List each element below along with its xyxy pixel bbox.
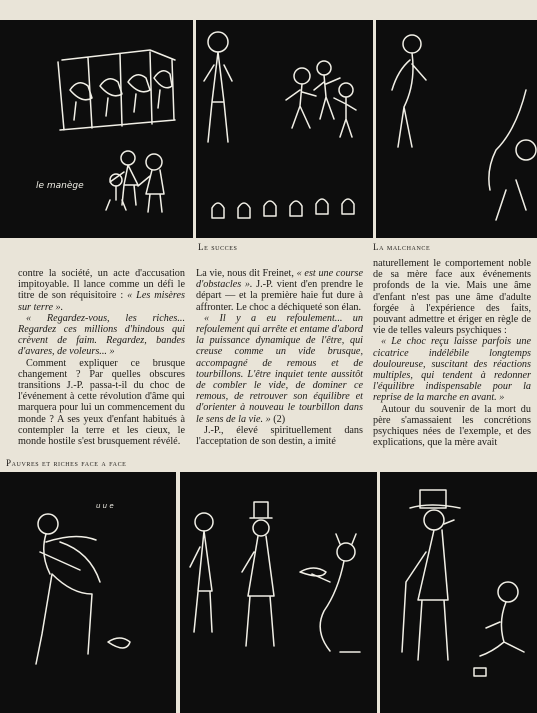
bottom-left-drawing: [0, 472, 176, 713]
col3-quote: « Le choc reçu laisse parfois une cicatrice indélébile longtemps douloureuse, suscitant des réactions multiples, qui tendent à redonner l'équilibre indispensable pour la reprise de la marche en avant. »: [373, 336, 531, 404]
top-right-drawing: [376, 20, 537, 238]
col3-paragraph-1: naturellement le comportement noble de sa mère face aux événements profonds de la vie. Mais une âme d'enfant n'est pas une âme d'adulte forgée à l'expérience des faits, pouvant admettre et ériger en règle de vie de telles valeurs psychiques :: [373, 258, 531, 337]
text-column-2: [196, 268, 363, 447]
col2-intro: La vie, nous dit Freinet,: [196, 268, 294, 279]
col2-quote-title: « est une course d'obstacles ».: [196, 268, 364, 291]
col1-paragraph-3: Comment expliquer ce brusque changement ? Par quelles obscures transitions J.-P. passa-t-il du choc de l'événement à cette révolution d'âme qui marquera pour lui un commencement du monde ? A ses yeux d'enfant habitués à contempler la terre et les cieux, le monde hostile s'est brusquement révélé.: [18, 357, 185, 448]
top-left-drawing: [0, 20, 193, 238]
col2-quote: « Il y a eu refoulement... un refoulement qui arrête et entame d'abord la puissance dynamique de l'être, qui creuse comme un vide brusque, accompagné de remous et de tourbillons. L'être inquiet tente aussitôt de combler le vide, de dominer ce remous, de retrouver son équilibre et d'orienter à nouveau le tourbillon dans le sens de la vie. »: [196, 312, 363, 425]
col2-footnote-ref: (2): [273, 413, 286, 425]
top-middle-drawing: [196, 20, 373, 238]
text-column-3: [373, 258, 531, 448]
caption-pauvres-et-riches: Pauvres et riches face a face: [6, 458, 127, 468]
col3-paragraph-3: Autour du souvenir de la mort du père s'amassaient les concrétions psychiques nées de l'exemple, et des explications, que la mère avait: [373, 403, 531, 449]
bottom-right-drawing: [380, 472, 537, 713]
bottom-middle-drawing: [180, 472, 377, 713]
caption-la-malchance: La malchance: [373, 242, 431, 252]
col1-paragraph-1: contre la société, un acte d'accusation impitoyable. Il lance comme un défi le titre de son réquisitoire :: [18, 268, 185, 302]
text-column-1: [18, 268, 185, 447]
caption-le-succes: Le succes: [198, 242, 238, 252]
col1-quote: « Regardez-vous, les riches... Regardez ces millions d'hindous qui crèvent de faim. Regardez, bandes d'avares, de voleurs... »: [18, 312, 185, 358]
col1-quote-title: « Les misères sur terre ».: [18, 290, 186, 313]
svg-text:u u e: u u e: [96, 502, 114, 510]
col2-intro-rest: J.-P. vient d'en prendre le départ — et la première haie fut dure à affronter. Le choc a déchiqueté son élan.: [196, 279, 364, 313]
drawing-label-manege: le manège: [36, 181, 84, 191]
col2-paragraph-3: J.-P., élevé spirituellement dans l'acceptation de son destin, a imité: [196, 424, 363, 448]
